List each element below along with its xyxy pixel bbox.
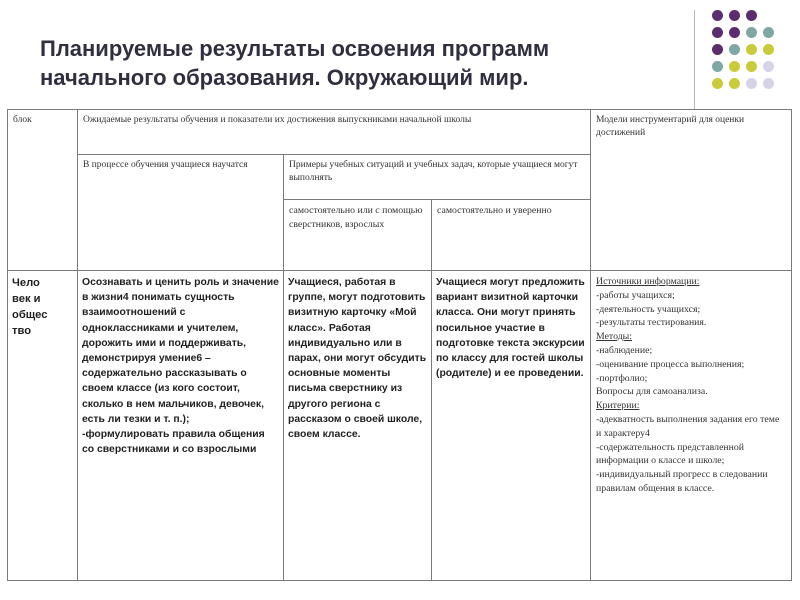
decorative-dot	[763, 61, 774, 72]
models-line: -оценивание процесса выполнения;	[596, 358, 745, 370]
learn-cell: Осознавать и ценить роль и значение в жизни4 понимать сущность взаимоотношений с одноклассниками и учителем, дорожить ими и поддерживать, демонстрируя умение6 – содержательно рассказывать о своем классе (из кого состоит, сколько в нем мальчиков, девочек, есть ли тезки и т. п.); -формулировать правила общения со сверстниками и со взрослыми	[78, 271, 284, 581]
decorative-dot	[729, 61, 740, 72]
decorative-dot	[763, 78, 774, 89]
decorative-dot	[729, 10, 740, 21]
models-line: -работы учащихся;	[596, 289, 675, 301]
header-assessment-models: Модели инструментарий для оценки достижений	[591, 110, 792, 271]
models-line: Вопросы для самоанализа.	[596, 386, 708, 398]
decorative-dot	[712, 61, 723, 72]
decorative-dot	[712, 27, 723, 38]
decorative-dot	[746, 10, 757, 21]
block-line: век и	[12, 293, 41, 305]
header-block: блок	[8, 110, 78, 271]
decorative-dot	[729, 27, 740, 38]
decorative-dot	[729, 44, 740, 55]
table-row	[8, 271, 792, 581]
models-line: -деятельность учащихся;	[596, 303, 701, 315]
header-learning-situations: Примеры учебных ситуаций и учебных задач, которые учащиеся могут выполнять	[284, 155, 591, 200]
models-line: -портфолио;	[596, 372, 648, 384]
models-heading: Критерии:	[596, 400, 640, 412]
models-line: -содержательность представленной информации о классе и школе;	[596, 441, 745, 467]
slide-title	[40, 34, 680, 92]
header-with-help: самостоятельно или с помощью сверстников, взрослых	[284, 200, 432, 271]
decorative-dot	[712, 78, 723, 89]
decorative-dot	[763, 44, 774, 55]
with-help-cell: Учащиеся, работая в группе, могут подготовить визитную карточку «Мой класс». Работая индивидуально или в парах, они могут обсудить основные моменты письма сверстнику из другого региона с рассказом о своей школе, своем классе.	[284, 271, 432, 581]
block-cell	[8, 271, 78, 581]
decorative-dot	[763, 27, 774, 38]
decorative-dot	[746, 61, 757, 72]
slide-title-line-2: начального образования. Окружающий мир.	[40, 65, 529, 90]
models-line: -наблюдение;	[596, 344, 653, 356]
table-header-row	[8, 110, 792, 155]
models-heading: Методы:	[596, 331, 632, 343]
assessment-models-cell	[591, 271, 792, 581]
decorative-divider	[694, 10, 695, 110]
decorative-dot	[746, 27, 757, 38]
header-confident: самостоятельно и уверенно	[432, 200, 591, 271]
decorative-dot	[729, 78, 740, 89]
models-line: -адекватность выполнения задания его теме и характеру4	[596, 413, 780, 439]
decorative-dot	[712, 44, 723, 55]
header-students-will-learn: В процессе обучения учащиеся научатся	[78, 155, 284, 271]
decorative-dot	[746, 44, 757, 55]
outcomes-table	[7, 109, 792, 581]
models-line: -индивидуальный прогресс в следовании правилам общения в классе.	[596, 469, 768, 494]
decorative-dot	[712, 10, 723, 21]
slide-title-line-1: Планируемые результаты освоения программ	[40, 36, 550, 61]
header-expected-results: Ожидаемые результаты обучения и показатели их достижения выпускниками начальной школы	[78, 110, 591, 155]
decorative-dot-grid	[712, 10, 796, 110]
models-line: -результаты тестирования.	[596, 317, 707, 329]
confident-cell: Учащиеся могут предложить вариант визитной карточки класса. Они могут принять посильное участие в подготовке текста экскурсии по классу для гостей школы (родителе) и ее проведении.	[432, 271, 591, 581]
block-line: тво	[12, 325, 32, 337]
decorative-dot	[746, 78, 757, 89]
block-line: Чело	[12, 277, 40, 289]
block-line: общес	[12, 309, 48, 321]
models-heading: Источники информации:	[596, 276, 700, 287]
